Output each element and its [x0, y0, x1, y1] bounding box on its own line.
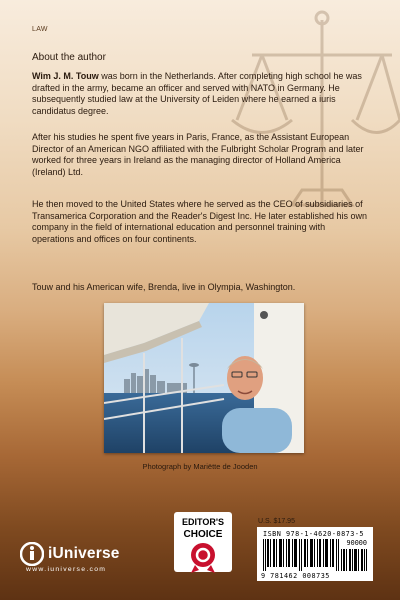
isbn-text: ISBN 978-1-4620-0873-5	[263, 530, 365, 538]
addon-barcode-bars	[341, 549, 367, 571]
price-code: 90000	[346, 539, 367, 547]
author-photo	[104, 303, 304, 453]
publisher-name: iUniverse	[48, 545, 120, 562]
bio-paragraph-1	[32, 71, 368, 117]
price-label: U.S. $17.95	[258, 518, 295, 525]
editors-choice-badge	[172, 510, 234, 574]
barcode-bars	[263, 539, 343, 571]
barcode-number: 9 781462 008735	[261, 572, 330, 580]
category-label: LAW	[32, 26, 48, 33]
badge-line-1: EDITOR'S	[182, 517, 224, 527]
photo-caption: Photograph by Mariëtte de Jooden	[142, 462, 258, 471]
badge-line-2: CHOICE	[183, 529, 223, 540]
bio-paragraph-4: Touw and his American wife, Brenda, live in Olympia, Washington.	[32, 282, 296, 292]
author-name: Wim J. M. Touw	[32, 71, 99, 81]
ribbon-seal-icon	[191, 543, 215, 567]
barcode	[257, 527, 373, 581]
iuniverse-logo-icon	[20, 542, 44, 566]
bio-paragraph-3: He then moved to the United States where he served as the CEO of subsidiaries of Transamerica Corporation and the Reader's Digest Inc. He later established his own company in the field of international education and personnel training with operations and offices on four continents.	[32, 199, 368, 244]
publisher-logo	[20, 542, 120, 566]
about-heading: About the author	[32, 52, 106, 63]
publisher-url: www.iuniverse.com	[26, 566, 107, 573]
bio-paragraph-2: After his studies he spent five years in Paris, France, as the Assistant European Director of an American NGO affiliated with the Fulbright Scholar Program and later worked for three years in Ireland as the managing director of Holland America (Ireland) Ltd.	[32, 132, 364, 177]
bio-paragraph-1-text: was born in the Netherlands. After completing high school he was drafted in the army, became an officer and served with NATO in Germany. He subsequently studied law at the University of Leiden where he earned a iuris candidatus degree.	[32, 71, 362, 116]
